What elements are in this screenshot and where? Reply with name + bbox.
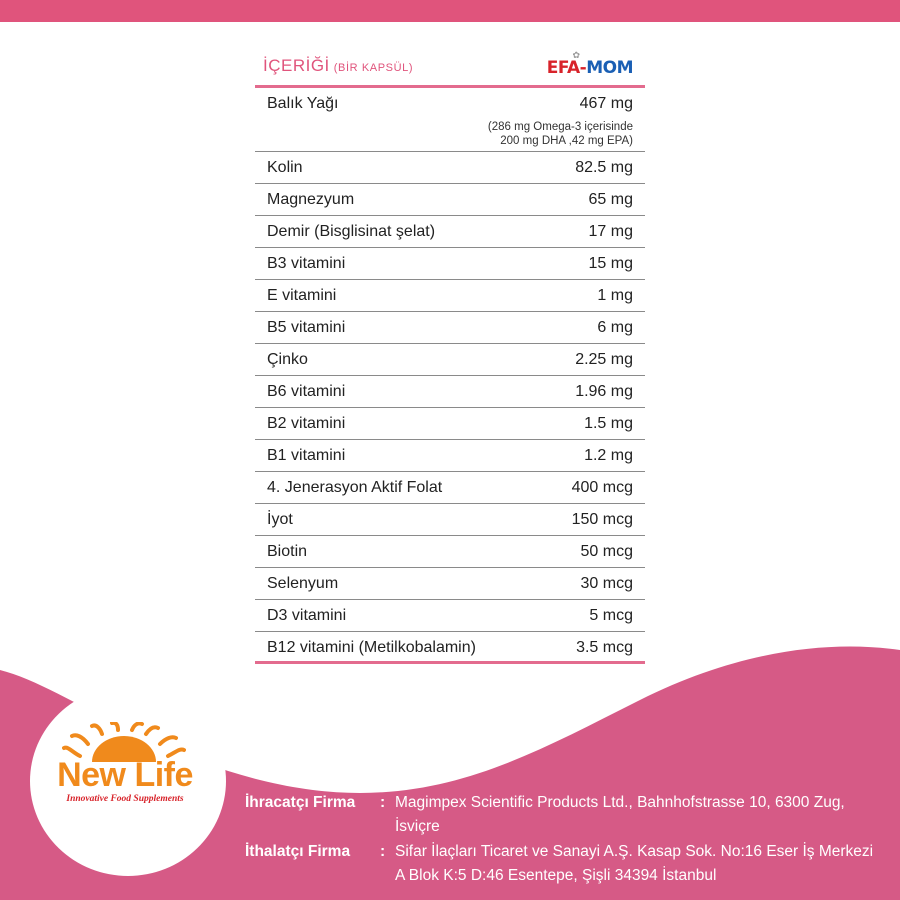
ingredient-name: Balık Yağı — [267, 95, 339, 112]
ingredient-name: B12 vitamini (Metilkobalamin) — [267, 639, 476, 656]
brand-bird-icon: ✿ — [572, 50, 580, 60]
ingredient-value: 150 mcg — [571, 511, 633, 528]
ingredient-name: D3 vitamini — [267, 607, 347, 624]
ingredient-value: 3.5 mcg — [576, 639, 633, 656]
ingredient-row — [255, 536, 645, 568]
ingredient-name: Magnezyum — [267, 191, 355, 208]
ingredient-row — [255, 312, 645, 344]
ingredient-row — [255, 440, 645, 472]
title-text: İÇERİĞİ — [263, 56, 330, 75]
ingredient-name: Demir (Bisglisinat şelat) — [267, 223, 436, 240]
ingredient-row — [255, 504, 645, 536]
ingredient-row — [255, 248, 645, 280]
exporter-colon: : — [380, 794, 386, 811]
ingredient-row — [255, 600, 645, 632]
ingredient-value: 65 mg — [588, 191, 633, 208]
ingredient-row — [255, 184, 645, 216]
ingredient-row — [255, 408, 645, 440]
brand-logo — [547, 58, 633, 78]
ingredient-value: 30 mcg — [580, 575, 633, 592]
ingredient-value: 50 mcg — [580, 543, 633, 560]
note-line-2: 200 mg DHA ,42 mg EPA) — [500, 135, 633, 147]
ingredient-name: Çinko — [267, 351, 308, 368]
exporter-label: İhracatçı Firma — [245, 794, 356, 811]
ingredient-name: Kolin — [267, 159, 303, 176]
ingredient-row — [255, 632, 645, 664]
ingredient-name: B6 vitamini — [267, 383, 346, 400]
table-title — [263, 56, 413, 76]
table-header — [255, 48, 645, 88]
ingredient-name: E vitamini — [267, 287, 337, 304]
ingredient-value: 1.2 mg — [584, 447, 633, 464]
ingredient-value: 2.25 mg — [575, 351, 633, 368]
exporter-text: Magimpex Scientific Products Ltd., Bahnhofstrasse 10, 6300 Zug, İsviçre — [395, 794, 845, 835]
ingredient-value: 1.5 mg — [584, 415, 633, 432]
ingredient-row — [255, 152, 645, 184]
ingredient-value: 1 mg — [597, 287, 633, 304]
ingredient-name: B3 vitamini — [267, 255, 346, 272]
importer-colon: : — [380, 843, 386, 860]
logo-name: New Life — [57, 756, 193, 794]
ingredient-note — [488, 120, 633, 148]
ingredient-name: B2 vitamini — [267, 415, 346, 432]
ingredient-value: 400 mcg — [571, 479, 633, 496]
ingredient-value: 467 mg — [579, 95, 633, 112]
ingredient-value: 15 mg — [588, 255, 633, 272]
ingredient-name: Selenyum — [267, 575, 339, 592]
ingredient-value: 5 mcg — [589, 607, 633, 624]
ingredient-name: 4. Jenerasyon Aktif Folat — [267, 479, 443, 496]
ingredient-name: B1 vitamini — [267, 447, 346, 464]
ingredients-table — [255, 48, 645, 664]
logo-tagline: Innovative Food Supplements — [66, 794, 184, 804]
ingredient-name: Biotin — [267, 543, 308, 560]
brand-dash: - — [579, 58, 587, 78]
brand-efa: EFA — [546, 58, 580, 78]
ingredient-row — [255, 216, 645, 248]
ingredient-name: B5 vitamini — [267, 319, 346, 336]
brand-mom: MOM — [586, 58, 633, 78]
ingredient-row — [255, 568, 645, 600]
ingredient-value: 6 mg — [597, 319, 633, 336]
ingredient-value: 1.96 mg — [575, 383, 633, 400]
importer-text: Sifar İlaçları Ticaret ve Sanayi A.Ş. Kasap Sok. No:16 Eser İş Merkezi A Blok K:5 D:46 Esentepe, Şişli 34394 İstanbul — [395, 843, 874, 884]
ingredient-row — [255, 280, 645, 312]
ingredient-row — [255, 344, 645, 376]
title-subtitle: (BİR KAPSÜL) — [333, 62, 414, 74]
importer-label: İthalatçı Firma — [245, 843, 351, 860]
ingredient-value: 17 mg — [588, 223, 633, 240]
note-line-1: (286 mg Omega-3 içerisinde — [487, 121, 633, 133]
ingredient-row — [255, 376, 645, 408]
ingredient-name: İyot — [267, 511, 293, 528]
top-band — [0, 0, 900, 22]
ingredient-value: 82.5 mg — [575, 159, 633, 176]
ingredient-row — [255, 472, 645, 504]
ingredient-row-fish-oil — [255, 88, 645, 152]
